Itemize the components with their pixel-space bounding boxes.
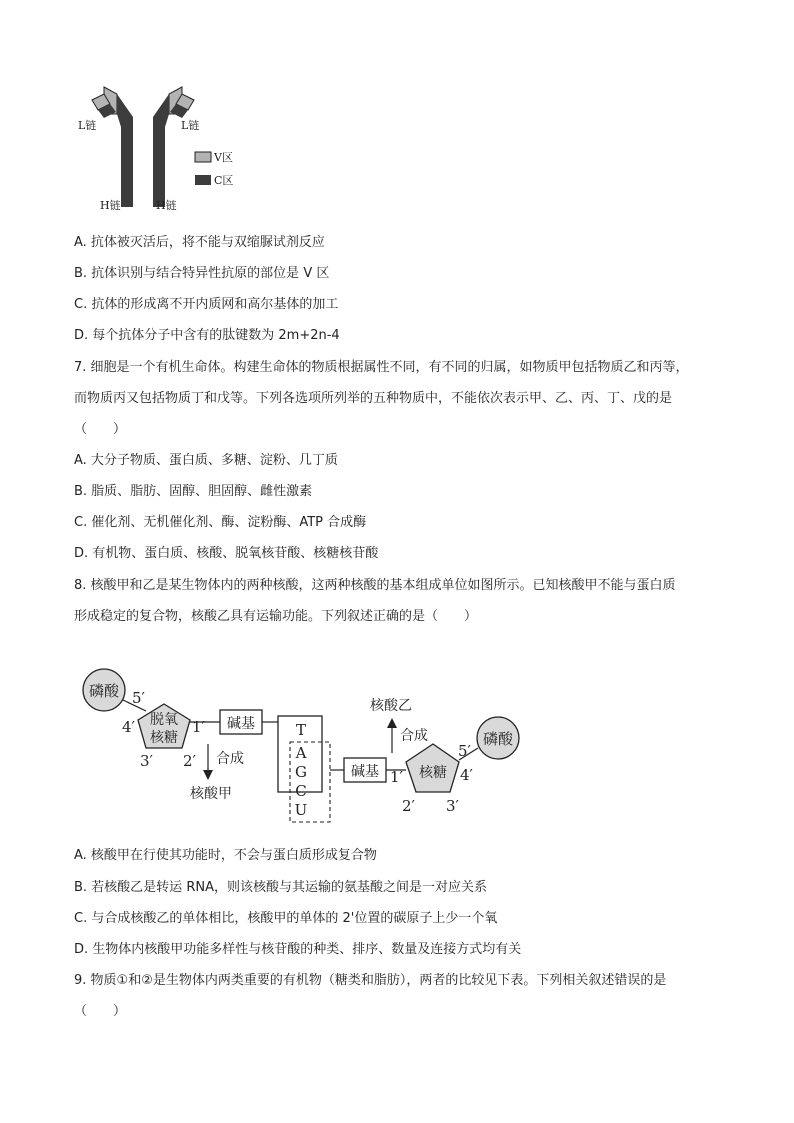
c1-right: 1′ [390,768,403,786]
c5-left: 5′ [132,689,145,707]
h-chain-right-c [153,94,169,207]
c3-left: 3′ [140,752,153,770]
q8-option-b: B. 若核酸乙是转运 RNA，则该核酸与其运输的氨基酸之间是一对应关系 [74,880,487,895]
q8-stem-line1: 8. 核酸甲和乙是某生物体内的两种核酸，这两种核酸的基本组成单位如图所示。已知核酸甲不能与蛋白质 [74,578,676,593]
h-chain-left-label: H链 [100,199,121,212]
synthesis-left-label: 合成 [216,751,244,767]
base-g: G [295,763,307,781]
phosphate-left-label: 磷酸 [88,682,120,700]
base-right-label: 碱基 [351,764,379,780]
q7-option-a: A. 大分子物质、蛋白质、多糖、淀粉、几丁质 [74,453,338,468]
phosphate-right-label: 磷酸 [482,730,514,748]
h-chain-right-label: H链 [156,199,177,212]
legend-c-label: C区 [214,174,234,187]
l-chain-right-label: L链 [181,119,200,132]
nucleotide-figure [80,660,540,830]
q8-option-d: D. 生物体内核酸甲功能多样性与核苷酸的种类、排序、数量及连接方式均有关 [74,942,522,957]
synthesis-left-arrowhead [203,770,213,780]
c4-left: 4′ [122,718,135,736]
q7-stem-line3: （ ） [74,422,127,437]
l-chain-left-label: L链 [78,119,97,132]
q6-option-a: A. 抗体被灭活后，将不能与双缩脲试剂反应 [74,235,325,250]
base-c: C [295,782,307,800]
q8-option-c: C. 与合成核酸乙的单体相比，核酸甲的单体的 2'位置的碳原子上少一个氧 [74,911,498,926]
c3-right: 3′ [446,797,459,815]
c5-right: 5′ [458,742,471,760]
legend-v-label: V区 [214,151,233,164]
ribose-label: 核糖 [419,765,447,781]
c4-right: 4′ [460,766,473,784]
c2-right: 2′ [402,797,415,815]
c1-left: 1′ [192,718,205,736]
q7-option-c: C. 催化剂、无机催化剂、酶、淀粉酶、ATP 合成酶 [74,515,367,530]
q6-option-c: C. 抗体的形成离不开内质网和高尔基体的加工 [74,297,339,312]
c2-left: 2′ [183,752,196,770]
q9-stem-line2: （ ） [74,1004,127,1019]
q7-option-b: B. 脂质、脂肪、固醇、胆固醇、雌性激素 [74,484,313,499]
synthesis-right-arrowhead [387,718,397,728]
base-t: T [295,721,307,739]
q8-stem-line2: 形成稳定的复合物，核酸乙具有运输功能。下列叙述正确的是（ ） [74,609,478,624]
q7-stem-line2: 而物质丙又包括物质丁和戊等。下列各选项所列举的五种物质中，不能依次表示甲、乙、丙、丁、戊的是 [74,391,673,406]
antibody-figure [70,72,250,217]
synthesis-right-label: 合成 [400,728,428,744]
nucleic-acid-jia-label: 核酸甲 [190,786,232,802]
base-u: U [294,801,308,819]
q6-option-d: D. 每个抗体分子中含有的肽键数为 2m+2n-4 [74,328,340,343]
h-chain-left-c [117,94,133,207]
q8-option-a: A. 核酸甲在行使其功能时，不会与蛋白质形成复合物 [74,848,377,863]
legend-c-swatch [195,175,211,185]
legend-v-swatch [195,152,211,162]
q7-option-d: D. 有机物、蛋白质、核酸、脱氧核苷酸、核糖核苷酸 [74,546,379,561]
base-left-label: 碱基 [227,716,255,732]
nucleic-acid-yi-label: 核酸乙 [370,698,412,714]
q6-option-b: B. 抗体识别与结合特异性抗原的部位是 V 区 [74,266,330,281]
deoxyribose-label-1: 脱氧 [150,712,178,728]
deoxyribose-label-2: 核糖 [150,730,178,746]
q7-stem-line1: 7. 细胞是一个有机生命体。构建生命体的物质根据属性不同，有不同的归属，如物质甲包括物质乙和丙等， [74,360,689,375]
base-a: A [295,744,307,762]
q9-stem-line1: 9. 物质①和②是生物体内两类重要的有机物（糖类和脂肪），两者的比较见下表。下列相关叙述错误的是 [74,973,667,988]
